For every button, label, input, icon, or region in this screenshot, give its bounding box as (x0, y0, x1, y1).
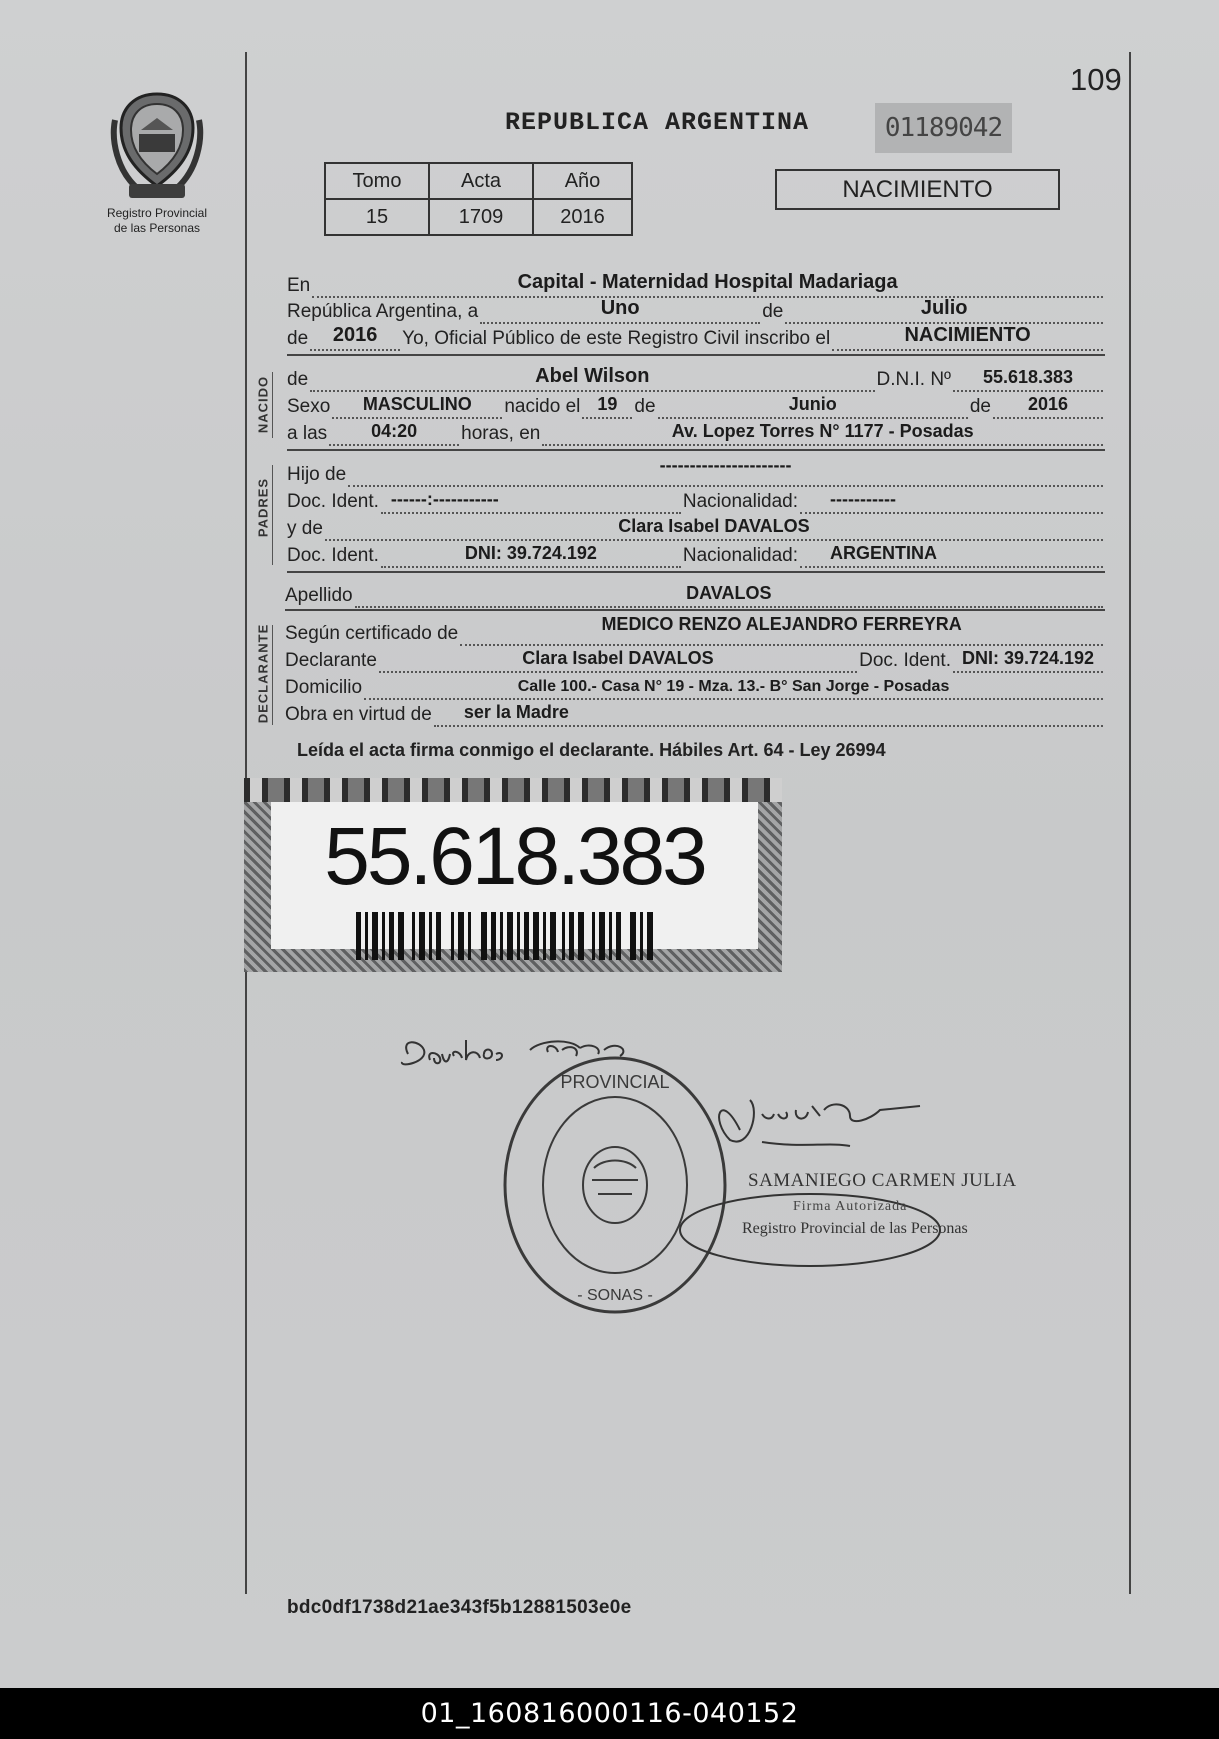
label-nacionalidad-father: Nacionalidad: (682, 491, 799, 512)
value-birth-place: Av. Lopez Torres N° 1177 - Posadas (671, 421, 974, 441)
divider-line (287, 571, 1105, 573)
section-label-declarante: DECLARANTE (255, 623, 271, 724)
field-mother (325, 517, 1103, 541)
field-declarante-doc (953, 649, 1103, 673)
registry-line-2: de las Personas (113, 221, 201, 235)
closing-statement: Leída el acta firma conmigo el declarante. Hábiles Art. 64 - Ley 26994 (297, 740, 886, 760)
section-label-nacido: NACIDO (255, 375, 271, 434)
value-inscribe: NACIMIENTO (904, 324, 1031, 346)
label-de-birth-year: de (969, 396, 991, 417)
field-obra (434, 703, 1103, 727)
value-sexo: MASCULINO (362, 394, 472, 414)
registry-line-1: Registro Provincial (106, 206, 208, 220)
field-year (310, 324, 400, 351)
label-domicilio: Domicilio (285, 677, 363, 698)
serial-number: 01189042 (875, 103, 1012, 153)
nacido-bracket (272, 372, 273, 438)
field-name (310, 365, 874, 392)
row-obra (285, 699, 1105, 727)
label-nacido-el: nacido el (504, 396, 581, 417)
value-day: Uno (600, 297, 640, 319)
field-declarante (379, 649, 857, 673)
label-apellido: Apellido (285, 585, 353, 606)
signer-role: Firma Autorizada (793, 1199, 908, 1214)
official-seal (505, 1058, 725, 1312)
row-name (287, 364, 1105, 392)
table-header-tomo: Tomo (325, 163, 429, 199)
row-domicilio (285, 672, 1105, 700)
label-sexo: Sexo (287, 396, 331, 417)
table-value-acta: 1709 (429, 199, 533, 235)
row-apellido (285, 580, 1105, 608)
field-apellido (355, 584, 1103, 608)
dni-sticker (244, 778, 782, 972)
field-birth-place (542, 422, 1103, 446)
document-hash: bdc0df1738d21ae343f5b12881503e0e (287, 1597, 632, 1618)
label-doc-ident-declarante: Doc. Ident. (859, 650, 951, 671)
row-father-doc (287, 486, 1105, 514)
value-father-nac: ----------- (830, 489, 896, 509)
row-mother-doc (287, 540, 1105, 568)
country-title: REPUBLICA ARGENTINA (505, 108, 810, 137)
right-margin-line (1129, 52, 1131, 1594)
value-month: Julio (920, 297, 968, 319)
registry-name (96, 206, 218, 236)
field-mother-doc (381, 544, 681, 568)
value-declarante: Clara Isabel DAVALOS (522, 648, 714, 668)
table-header-anio: Año (533, 163, 632, 199)
value-name: Abel Wilson (535, 365, 650, 387)
misiones-emblem-icon (107, 90, 207, 204)
value-birth-year: 2016 (1027, 394, 1069, 414)
value-apellido: DAVALOS (686, 583, 772, 603)
row-certificado (285, 614, 1105, 646)
folio-number: 109 (1070, 62, 1122, 97)
field-domicilio (364, 676, 1103, 700)
field-month (785, 297, 1103, 324)
label-oficial: Yo, Oficial Público de este Registro Civil inscribo el (402, 328, 831, 349)
value-certificado: MEDICO RENZO ALEJANDRO FERREYRA (601, 614, 962, 634)
table-header-acta: Acta (429, 163, 533, 199)
signer-registry: Registro Provincial de las Personas (742, 1220, 968, 1237)
label-en: En (287, 275, 311, 296)
value-time: 04:20 (371, 421, 418, 441)
field-dni (953, 368, 1103, 392)
row-declarante (285, 645, 1105, 673)
label-declarante: Declarante (285, 650, 377, 671)
divider-line (287, 354, 1105, 356)
label-dni: D.N.I. Nº (876, 369, 951, 390)
table-value-row (325, 199, 632, 235)
value-declarante-doc: DNI: 39.724.192 (961, 648, 1095, 668)
table-header-row (325, 163, 632, 199)
label-obra: Obra en virtud de (285, 704, 432, 725)
label-horas: horas, en (461, 423, 541, 444)
value-dni: 55.618.383 (982, 367, 1074, 387)
row-father (287, 455, 1105, 487)
document-type-box: NACIMIENTO (775, 169, 1060, 210)
row-year (287, 323, 1105, 351)
label-doc-ident-mother: Doc. Ident. (287, 545, 379, 566)
footer-id-bar: 01_160816000116-040152 (0, 1688, 1219, 1739)
label-certificado: Según certificado de (285, 623, 459, 644)
field-sexo (332, 395, 502, 419)
divider-line (285, 609, 1105, 611)
value-mother-doc: DNI: 39.724.192 (464, 543, 597, 563)
row-mother (287, 513, 1105, 541)
label-y-de: y de (287, 518, 323, 539)
province-emblem (96, 90, 218, 236)
svg-text:PROVINCIAL: PROVINCIAL (560, 1072, 670, 1092)
row-date (287, 296, 1105, 324)
label-nacionalidad-mother: Nacionalidad: (682, 545, 799, 566)
sticker-dni-number: 55.618.383 (324, 811, 705, 902)
field-father-doc (381, 490, 681, 514)
field-mother-nac (800, 544, 1103, 568)
label-de-birth-month: de (634, 396, 656, 417)
field-birth-day (582, 395, 632, 419)
table-value-anio: 2016 (533, 199, 632, 235)
field-birth-month (658, 395, 968, 419)
barcode-icon (356, 912, 661, 960)
table-value-tomo: 15 (325, 199, 429, 235)
section-label-padres: PADRES (255, 477, 271, 538)
divider-line (287, 449, 1105, 451)
field-day (480, 297, 760, 324)
value-father-doc: ------:----------- (390, 489, 499, 509)
tomo-acta-anio-table (324, 162, 633, 236)
field-birth-year (993, 395, 1103, 419)
row-place (287, 270, 1105, 298)
value-domicilio: Calle 100.- Casa N° 19 - Mza. 13.- B° San Jorge - Posadas (517, 678, 950, 695)
declarante-bracket (272, 625, 273, 725)
sticker-pattern-strip (244, 778, 782, 802)
value-birth-month: Junio (788, 394, 837, 414)
row-sexo (287, 391, 1105, 419)
svg-text:- SONAS -: - SONAS - (577, 1287, 653, 1304)
row-time (287, 418, 1105, 446)
value-father: ---------------------- (659, 455, 792, 475)
label-hijo-de: Hijo de (287, 464, 347, 485)
signer-name: SAMANIEGO CARMEN JULIA (748, 1170, 1017, 1191)
padres-bracket (272, 465, 273, 565)
value-obra: ser la Madre (463, 702, 569, 722)
value-mother-nac: ARGENTINA (830, 543, 938, 563)
value-year: 2016 (332, 324, 378, 346)
label-republica: República Argentina, a (287, 301, 479, 322)
field-father (348, 455, 1103, 487)
value-place: Capital - Maternidad Hospital Madariaga (517, 271, 898, 293)
label-de-name: de (287, 369, 309, 390)
field-inscribe (832, 324, 1103, 351)
field-place (312, 271, 1103, 298)
label-de-year: de (287, 328, 309, 349)
value-birth-day: 19 (597, 394, 618, 414)
field-certificado (460, 614, 1103, 646)
field-time (329, 422, 459, 446)
label-a-las: a las (287, 423, 328, 444)
field-father-nac (800, 490, 1103, 514)
value-mother: Clara Isabel DAVALOS (618, 516, 810, 536)
label-de-month: de (762, 301, 784, 322)
label-doc-ident-father: Doc. Ident. (287, 491, 379, 512)
sticker-card (271, 802, 758, 949)
